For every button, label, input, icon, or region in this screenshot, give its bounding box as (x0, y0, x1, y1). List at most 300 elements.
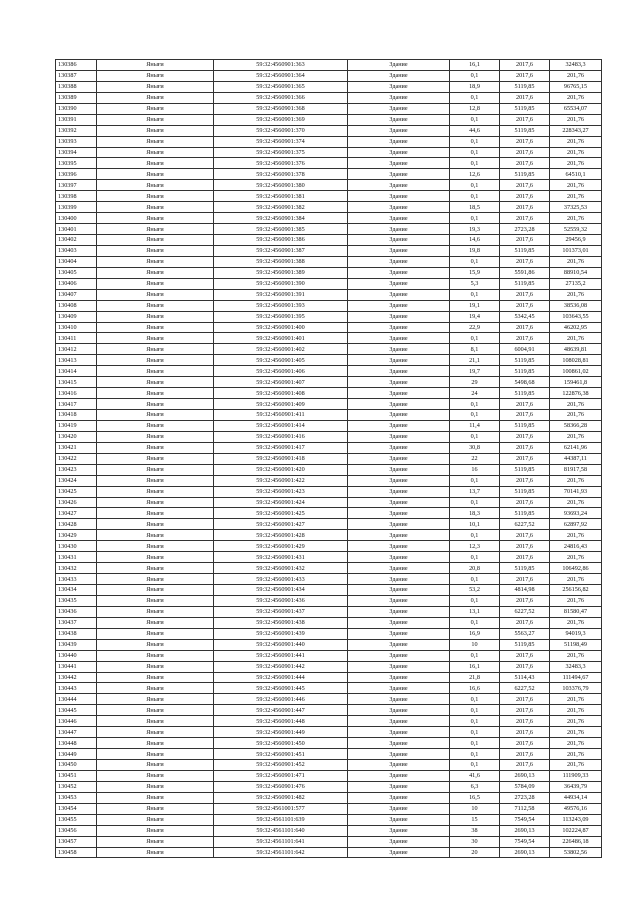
table-row (56, 70, 602, 81)
settlement-cell: Янығи (97, 289, 214, 300)
settlement-cell: Янығи (97, 136, 214, 147)
cadastral-number-cell: 59:32:4560901:374 (214, 136, 348, 147)
object-type-cell: Здание (348, 661, 450, 672)
table-row (56, 530, 602, 541)
row-number-cell: 130451 (56, 770, 97, 781)
row-number-cell: 130398 (56, 191, 97, 202)
table-row (56, 125, 602, 136)
object-type-cell: Здание (348, 311, 450, 322)
table-row (56, 486, 602, 497)
settlement-cell: Янығи (97, 617, 214, 628)
row-number-cell: 130417 (56, 399, 97, 410)
area-cell: 0,1 (450, 497, 500, 508)
table-row (56, 792, 602, 803)
table-row (56, 847, 602, 858)
area-cell: 10 (450, 803, 500, 814)
rate-cell: 2017,6 (500, 431, 550, 442)
table-row (56, 202, 602, 213)
settlement-cell: Янығи (97, 81, 214, 92)
table-row (56, 224, 602, 235)
value-cell: 88910,54 (550, 267, 602, 278)
cadastral-number-cell: 59:32:4560901:431 (214, 552, 348, 563)
area-cell: 20 (450, 847, 500, 858)
cadastral-number-cell: 59:32:4560901:416 (214, 431, 348, 442)
value-cell: 32483,3 (550, 60, 602, 71)
value-cell: 201,76 (550, 114, 602, 125)
row-number-cell: 130395 (56, 158, 97, 169)
rate-cell: 2017,6 (500, 694, 550, 705)
area-cell: 0,1 (450, 256, 500, 267)
settlement-cell: Янығи (97, 497, 214, 508)
settlement-cell: Янығи (97, 333, 214, 344)
value-cell: 29456,9 (550, 235, 602, 246)
area-cell: 41,6 (450, 770, 500, 781)
table-row (56, 191, 602, 202)
settlement-cell: Янығи (97, 574, 214, 585)
object-type-cell: Здание (348, 410, 450, 421)
rate-cell: 2017,6 (500, 453, 550, 464)
cadastral-number-cell: 59:32:4560901:382 (214, 202, 348, 213)
value-cell: 81917,58 (550, 464, 602, 475)
table-row (56, 278, 602, 289)
value-cell: 201,76 (550, 705, 602, 716)
object-type-cell: Здание (348, 606, 450, 617)
area-cell: 0,1 (450, 410, 500, 421)
rate-cell: 5119,85 (500, 278, 550, 289)
cadastral-number-cell: 59:32:4560901:449 (214, 727, 348, 738)
rate-cell: 2017,6 (500, 235, 550, 246)
settlement-cell: Янығи (97, 792, 214, 803)
value-cell: 44934,14 (550, 792, 602, 803)
cadastral-number-cell: 59:32:4560901:427 (214, 519, 348, 530)
object-type-cell: Здание (348, 530, 450, 541)
table-row (56, 628, 602, 639)
rate-cell: 6227,52 (500, 606, 550, 617)
object-type-cell: Здание (348, 300, 450, 311)
table-row (56, 431, 602, 442)
rate-cell: 6227,52 (500, 683, 550, 694)
area-cell: 24 (450, 388, 500, 399)
table-row (56, 92, 602, 103)
table-row (56, 245, 602, 256)
object-type-cell: Здание (348, 245, 450, 256)
object-type-cell: Здание (348, 147, 450, 158)
cadastral-number-cell: 59:32:4560901:380 (214, 180, 348, 191)
object-type-cell: Здание (348, 464, 450, 475)
cadastral-number-cell: 59:32:4560901:418 (214, 453, 348, 464)
settlement-cell: Янығи (97, 639, 214, 650)
object-type-cell: Здание (348, 256, 450, 267)
object-type-cell: Здание (348, 519, 450, 530)
table-row (56, 377, 602, 388)
rate-cell: 7112,58 (500, 803, 550, 814)
rate-cell: 5119,85 (500, 103, 550, 114)
table-row (56, 420, 602, 431)
table-row (56, 639, 602, 650)
object-type-cell: Здание (348, 683, 450, 694)
area-cell: 0,1 (450, 431, 500, 442)
cadastral-number-cell: 59:32:4560901:429 (214, 541, 348, 552)
rate-cell: 2017,6 (500, 705, 550, 716)
area-cell: 30,8 (450, 442, 500, 453)
rate-cell: 5119,85 (500, 563, 550, 574)
settlement-cell: Янығи (97, 814, 214, 825)
value-cell: 201,76 (550, 574, 602, 585)
rate-cell: 2017,6 (500, 202, 550, 213)
area-cell: 10 (450, 639, 500, 650)
row-number-cell: 130406 (56, 278, 97, 289)
table-row (56, 322, 602, 333)
area-cell: 44,6 (450, 125, 500, 136)
area-cell: 0,1 (450, 760, 500, 771)
table-row (56, 661, 602, 672)
area-cell: 20,8 (450, 563, 500, 574)
cadastral-number-cell: 59:32:4560901:381 (214, 191, 348, 202)
table-row (56, 497, 602, 508)
row-number-cell: 130456 (56, 825, 97, 836)
cadastral-number-cell: 59:32:4560901:441 (214, 650, 348, 661)
settlement-cell: Янығи (97, 760, 214, 771)
row-number-cell: 130429 (56, 530, 97, 541)
cadastral-number-cell: 59:32:4560901:384 (214, 213, 348, 224)
table-row (56, 781, 602, 792)
cadastral-number-cell: 59:32:4561101:642 (214, 847, 348, 858)
area-cell: 5,3 (450, 278, 500, 289)
value-cell: 27135,2 (550, 278, 602, 289)
area-cell: 0,1 (450, 70, 500, 81)
rate-cell: 2017,6 (500, 333, 550, 344)
settlement-cell: Янығи (97, 147, 214, 158)
object-type-cell: Здание (348, 366, 450, 377)
area-cell: 29 (450, 377, 500, 388)
value-cell: 65534,07 (550, 103, 602, 114)
table-row (56, 81, 602, 92)
area-cell: 0,1 (450, 191, 500, 202)
row-number-cell: 130457 (56, 836, 97, 847)
row-number-cell: 130415 (56, 377, 97, 388)
settlement-cell: Янығи (97, 825, 214, 836)
object-type-cell: Здание (348, 760, 450, 771)
cadastral-number-cell: 59:32:4560901:440 (214, 639, 348, 650)
value-cell: 111494,67 (550, 672, 602, 683)
value-cell: 111909,33 (550, 770, 602, 781)
value-cell: 24816,43 (550, 541, 602, 552)
area-cell: 53,2 (450, 585, 500, 596)
settlement-cell: Янығи (97, 235, 214, 246)
area-cell: 0,1 (450, 552, 500, 563)
settlement-cell: Янығи (97, 256, 214, 267)
table-row (56, 366, 602, 377)
table-row (56, 442, 602, 453)
rate-cell: 2017,6 (500, 410, 550, 421)
rate-cell: 2017,6 (500, 475, 550, 486)
area-cell: 11,4 (450, 420, 500, 431)
table-row (56, 672, 602, 683)
settlement-cell: Янығи (97, 475, 214, 486)
object-type-cell: Здание (348, 420, 450, 431)
rate-cell: 4814,98 (500, 585, 550, 596)
value-cell: 201,76 (550, 158, 602, 169)
table-row (56, 705, 602, 716)
row-number-cell: 130443 (56, 683, 97, 694)
cadastral-number-cell: 59:32:4561001:577 (214, 803, 348, 814)
value-cell: 52559,32 (550, 224, 602, 235)
object-type-cell: Здание (348, 563, 450, 574)
settlement-cell: Янығи (97, 519, 214, 530)
object-type-cell: Здание (348, 803, 450, 814)
object-type-cell: Здание (348, 81, 450, 92)
area-cell: 13,1 (450, 606, 500, 617)
settlement-cell: Янығи (97, 727, 214, 738)
area-cell: 19,7 (450, 366, 500, 377)
settlement-cell: Янығи (97, 114, 214, 125)
area-cell: 0,1 (450, 180, 500, 191)
object-type-cell: Здание (348, 289, 450, 300)
table-row (56, 749, 602, 760)
value-cell: 46202,95 (550, 322, 602, 333)
value-cell: 201,76 (550, 92, 602, 103)
settlement-cell: Янығи (97, 410, 214, 421)
cadastral-number-cell: 59:32:4560901:447 (214, 705, 348, 716)
table-row (56, 563, 602, 574)
value-cell: 201,76 (550, 191, 602, 202)
area-cell: 0,1 (450, 650, 500, 661)
area-cell: 15,9 (450, 267, 500, 278)
settlement-cell: Янығи (97, 464, 214, 475)
row-number-cell: 130402 (56, 235, 97, 246)
value-cell: 49576,16 (550, 803, 602, 814)
value-cell: 201,76 (550, 431, 602, 442)
rate-cell: 2017,6 (500, 738, 550, 749)
row-number-cell: 130442 (56, 672, 97, 683)
area-cell: 0,1 (450, 333, 500, 344)
table-row (56, 114, 602, 125)
settlement-cell: Янығи (97, 530, 214, 541)
settlement-cell: Янығи (97, 202, 214, 213)
rate-cell: 6227,52 (500, 519, 550, 530)
table-row (56, 595, 602, 606)
rate-cell: 7549,54 (500, 814, 550, 825)
cadastral-number-cell: 59:32:4560901:368 (214, 103, 348, 114)
table-row (56, 760, 602, 771)
table-row (56, 180, 602, 191)
value-cell: 38536,08 (550, 300, 602, 311)
table-row (56, 683, 602, 694)
settlement-cell: Янығи (97, 377, 214, 388)
row-number-cell: 130432 (56, 563, 97, 574)
object-type-cell: Здание (348, 814, 450, 825)
row-number-cell: 130437 (56, 617, 97, 628)
cadastral-number-cell: 59:32:4560901:366 (214, 92, 348, 103)
row-number-cell: 130420 (56, 431, 97, 442)
settlement-cell: Янығи (97, 770, 214, 781)
value-cell: 201,76 (550, 530, 602, 541)
row-number-cell: 130391 (56, 114, 97, 125)
cadastral-number-cell: 59:32:4560901:438 (214, 617, 348, 628)
rate-cell: 5119,85 (500, 169, 550, 180)
table-row (56, 213, 602, 224)
object-type-cell: Здание (348, 191, 450, 202)
value-cell: 81580,47 (550, 606, 602, 617)
value-cell: 256156,82 (550, 585, 602, 596)
area-cell: 0,1 (450, 574, 500, 585)
cadastral-number-cell: 59:32:4560901:390 (214, 278, 348, 289)
area-cell: 0,1 (450, 475, 500, 486)
value-cell: 122876,38 (550, 388, 602, 399)
settlement-cell: Янығи (97, 322, 214, 333)
registry-table-body (56, 60, 602, 858)
row-number-cell: 130414 (56, 366, 97, 377)
table-row (56, 399, 602, 410)
object-type-cell: Здание (348, 158, 450, 169)
value-cell: 36439,79 (550, 781, 602, 792)
cadastral-number-cell: 59:32:4560901:363 (214, 60, 348, 71)
rate-cell: 2723,28 (500, 224, 550, 235)
rate-cell: 5119,85 (500, 355, 550, 366)
object-type-cell: Здание (348, 70, 450, 81)
area-cell: 21,1 (450, 355, 500, 366)
rate-cell: 5119,85 (500, 81, 550, 92)
row-number-cell: 130446 (56, 716, 97, 727)
rate-cell: 2017,6 (500, 552, 550, 563)
value-cell: 201,76 (550, 595, 602, 606)
settlement-cell: Янығи (97, 267, 214, 278)
rate-cell: 5119,85 (500, 420, 550, 431)
rate-cell: 2017,6 (500, 716, 550, 727)
rate-cell: 2017,6 (500, 289, 550, 300)
value-cell: 53802,56 (550, 847, 602, 858)
object-type-cell: Здание (348, 388, 450, 399)
settlement-cell: Янығи (97, 672, 214, 683)
settlement-cell: Янығи (97, 300, 214, 311)
cadastral-number-cell: 59:32:4560901:444 (214, 672, 348, 683)
rate-cell: 2017,6 (500, 147, 550, 158)
cadastral-number-cell: 59:32:4560901:445 (214, 683, 348, 694)
rate-cell: 5784,09 (500, 781, 550, 792)
value-cell: 201,76 (550, 410, 602, 421)
registry-table (55, 59, 602, 858)
table-row (56, 738, 602, 749)
value-cell: 58366,28 (550, 420, 602, 431)
settlement-cell: Янығи (97, 781, 214, 792)
row-number-cell: 130430 (56, 541, 97, 552)
rate-cell: 2723,28 (500, 792, 550, 803)
table-row (56, 453, 602, 464)
row-number-cell: 130434 (56, 585, 97, 596)
area-cell: 0,1 (450, 694, 500, 705)
area-cell: 18,5 (450, 202, 500, 213)
cadastral-number-cell: 59:32:4560901:428 (214, 530, 348, 541)
table-row (56, 169, 602, 180)
object-type-cell: Здание (348, 92, 450, 103)
rate-cell: 2017,6 (500, 300, 550, 311)
cadastral-number-cell: 59:32:4560901:402 (214, 344, 348, 355)
table-row (56, 344, 602, 355)
area-cell: 12,6 (450, 169, 500, 180)
object-type-cell: Здание (348, 836, 450, 847)
settlement-cell: Янығи (97, 705, 214, 716)
table-row (56, 235, 602, 246)
cadastral-number-cell: 59:32:4560901:388 (214, 256, 348, 267)
object-type-cell: Здание (348, 738, 450, 749)
rate-cell: 5119,85 (500, 366, 550, 377)
row-number-cell: 130452 (56, 781, 97, 792)
area-cell: 10,1 (450, 519, 500, 530)
settlement-cell: Янығи (97, 278, 214, 289)
rate-cell: 2017,6 (500, 92, 550, 103)
value-cell: 201,76 (550, 399, 602, 410)
area-cell: 0,1 (450, 213, 500, 224)
value-cell: 201,76 (550, 727, 602, 738)
object-type-cell: Здание (348, 749, 450, 760)
object-type-cell: Здание (348, 333, 450, 344)
cadastral-number-cell: 59:32:4560901:369 (214, 114, 348, 125)
rate-cell: 2017,6 (500, 213, 550, 224)
cadastral-number-cell: 59:32:4560901:387 (214, 245, 348, 256)
row-number-cell: 130425 (56, 486, 97, 497)
value-cell: 201,76 (550, 738, 602, 749)
area-cell: 38 (450, 825, 500, 836)
settlement-cell: Янығи (97, 716, 214, 727)
object-type-cell: Здание (348, 705, 450, 716)
table-row (56, 388, 602, 399)
object-type-cell: Здание (348, 377, 450, 388)
row-number-cell: 130440 (56, 650, 97, 661)
settlement-cell: Янығи (97, 453, 214, 464)
cadastral-number-cell: 59:32:4560901:433 (214, 574, 348, 585)
settlement-cell: Янығи (97, 486, 214, 497)
value-cell: 201,76 (550, 650, 602, 661)
row-number-cell: 130408 (56, 300, 97, 311)
object-type-cell: Здание (348, 552, 450, 563)
value-cell: 102224,87 (550, 825, 602, 836)
value-cell: 201,76 (550, 497, 602, 508)
value-cell: 70141,93 (550, 486, 602, 497)
rate-cell: 5119,85 (500, 464, 550, 475)
cadastral-number-cell: 59:32:4560901:439 (214, 628, 348, 639)
value-cell: 201,76 (550, 617, 602, 628)
object-type-cell: Здание (348, 399, 450, 410)
value-cell: 201,76 (550, 213, 602, 224)
row-number-cell: 130386 (56, 60, 97, 71)
value-cell: 51198,49 (550, 639, 602, 650)
cadastral-number-cell: 59:32:4560901:422 (214, 475, 348, 486)
area-cell: 19,3 (450, 224, 500, 235)
area-cell: 19,1 (450, 300, 500, 311)
rate-cell: 2017,6 (500, 530, 550, 541)
settlement-cell: Янығи (97, 563, 214, 574)
cadastral-number-cell: 59:32:4560901:437 (214, 606, 348, 617)
object-type-cell: Здание (348, 508, 450, 519)
settlement-cell: Янығи (97, 442, 214, 453)
rate-cell: 2017,6 (500, 617, 550, 628)
object-type-cell: Здание (348, 322, 450, 333)
object-type-cell: Здание (348, 497, 450, 508)
rate-cell: 2017,6 (500, 322, 550, 333)
settlement-cell: Янығи (97, 311, 214, 322)
object-type-cell: Здание (348, 180, 450, 191)
settlement-cell: Янығи (97, 213, 214, 224)
rate-cell: 2017,6 (500, 158, 550, 169)
row-number-cell: 130419 (56, 420, 97, 431)
table-row (56, 803, 602, 814)
row-number-cell: 130405 (56, 267, 97, 278)
value-cell: 44387,11 (550, 453, 602, 464)
row-number-cell: 130400 (56, 213, 97, 224)
area-cell: 0,1 (450, 114, 500, 125)
value-cell: 100861,02 (550, 366, 602, 377)
table-row (56, 617, 602, 628)
